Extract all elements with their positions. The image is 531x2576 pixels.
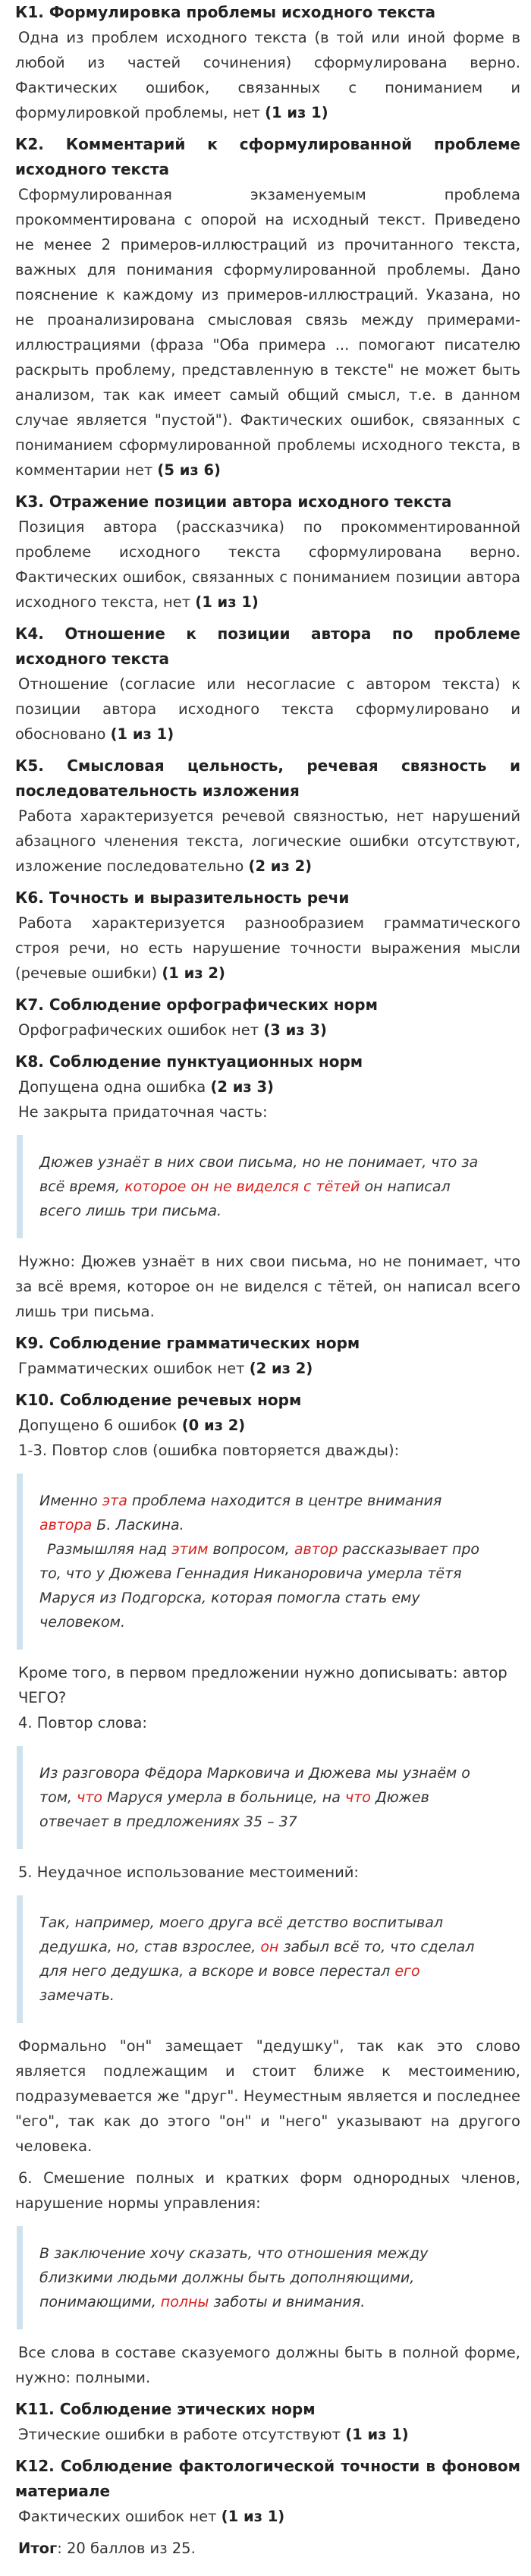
- essay-quote: Именно эта проблема находится в центре внимания автора Б. Ласкина. Размышляя над этим вопросом, автор рассказывает про то, что у Дюжева Геннадия Никаноровича умерла тётя Маруся из Подгорска, которая помогла стать ему человеком.: [17, 1474, 520, 1650]
- essay-quote: Из разговора Фёдора Марковича и Дюжева мы узнаём о том, что Маруся умерла в больнице, на что Дюжев отвечает в предложениях 35 – 37: [17, 1746, 520, 1849]
- error-highlight: что: [77, 1789, 103, 1806]
- criterion-comment: Фактических ошибок нет (1 из 1): [18, 2508, 285, 2525]
- criterion-comment: Работа характеризуется речевой связностью, нет нарушений абзацного членения текста, логические ошибки отсутствуют, изложение последовательно (2 из 2): [15, 807, 520, 875]
- criterion-score: (2 из 2): [248, 857, 313, 875]
- total-label: Итог: [18, 2540, 58, 2557]
- criterion-k5: [15, 753, 520, 879]
- criterion-comment: Допущена одна ошибка (2 из 3): [18, 1078, 274, 1096]
- error-highlight: эта: [102, 1492, 127, 1509]
- error-note: 6. Смешение полных и кратких форм однородных членов, нарушение нормы управления:: [15, 2169, 520, 2212]
- error-highlight: которое он не виделся с тётей: [124, 1178, 360, 1195]
- criterion-k6: [15, 885, 520, 986]
- criterion-comment: Сформулированная экзаменуемым проблема прокомментирована с опорой на исходный текст. Приведено не менее 2 примеров-иллюстраций из прочитанного текста, важных для понимания сформулированной проблемы. Дано пояснение к каждому из примеров-иллюстраций. Указана, но не проанализирована смысловая связь между примерами-иллюстрациями (фраза "Оба примера ... помогают писателю раскрыть проблему, представленную в тексте" не может быть анализом, так как имеет самый общий смысл, т.е. в данном случае является "пустой"). Фактических ошибок, связанных с пониманием сформулированной проблемы исходного текста, в комментарии нет (5 из 6): [15, 186, 520, 479]
- criterion-score: (1 из 1): [221, 2508, 285, 2525]
- criterion-title: К7. Соблюдение орфографических норм: [15, 995, 378, 1014]
- total-score: [15, 2536, 520, 2561]
- error-note: 5. Неудачное использование местоимений:: [18, 1864, 359, 1881]
- total-value: : 20 баллов из 25.: [57, 2540, 196, 2557]
- error-note: Кроме того, в первом предложении нужно дописывать: автор ЧЕГО?: [18, 1664, 507, 1706]
- criterion-score: (1 из 1): [195, 593, 259, 611]
- criterion-score: (3 из 3): [263, 1021, 327, 1039]
- essay-quote: Так, например, моего друга всё детство воспитывал дедушка, но, став взрослее, он забыл всё то, что сделал для него дедушка, а вскоре и вовсе перестал его замечать.: [17, 1895, 520, 2023]
- criterion-comment: Допущено 6 ошибок (0 из 2): [18, 1417, 246, 1434]
- criterion-title: К5. Смысловая цельность, речевая связность и последовательность изложения: [15, 756, 520, 800]
- criterion-score: (2 из 3): [210, 1078, 274, 1096]
- criterion-comment: Одна из проблем исходного текста (в той или иной форме в любой из частей сочинения) сформулирована верно. Фактических ошибок, связанных с пониманием и формулировкой проблемы, нет (1 из 1): [15, 29, 520, 121]
- error-explanation: Формально "он" замещает "дедушку", так как это слово является подлежащим и стоит ближе к местоимению, подразумевается же "друг". Неуместным является и последнее "его", так как до этого "он" и "него" указывают на другого человека.: [15, 2037, 520, 2155]
- criterion-score: (2 из 2): [249, 1360, 313, 1377]
- criterion-score: (1 из 1): [110, 725, 174, 743]
- criterion-score: (1 из 1): [265, 104, 328, 121]
- criterion-title: К4. Отношение к позиции автора по проблеме исходного текста: [15, 624, 520, 668]
- criterion-k12: [15, 2454, 520, 2529]
- criterion-title: К3. Отражение позиции автора исходного текста: [15, 492, 452, 511]
- error-highlight: он: [260, 1939, 279, 1955]
- criterion-comment: Грамматических ошибок нет (2 из 2): [18, 1360, 313, 1377]
- criterion-title: К12. Соблюдение фактологической точности в фоновом материале: [15, 2457, 520, 2500]
- error-highlight: полны: [160, 2294, 209, 2310]
- criterion-k7: [15, 992, 520, 1043]
- criterion-comment: Отношение (согласие или несогласие с автором текста) к позиции автора исходного текста сформулировано и обосновано (1 из 1): [15, 675, 520, 743]
- criterion-score: (1 из 2): [162, 964, 225, 982]
- criterion-title: К9. Соблюдение грамматических норм: [15, 1334, 360, 1352]
- criterion-comment: Позиция автора (рассказчика) по прокомментированной проблеме исходного текста сформулирована верно. Фактических ошибок, связанных с пониманием позиции автора исходного текста, нет (1 из 1): [15, 518, 520, 611]
- criterion-score: (1 из 1): [345, 2426, 409, 2443]
- criterion-k4: [15, 621, 520, 747]
- criterion-k9: [15, 1331, 520, 1381]
- criterion-k3: [15, 489, 520, 615]
- criterion-k8: [15, 1049, 520, 1324]
- criterion-comment: Орфографических ошибок нет (3 из 3): [18, 1021, 327, 1039]
- criterion-comment: Этические ошибки в работе отсутствуют (1 из 1): [18, 2426, 409, 2443]
- error-highlight: этим: [171, 1541, 209, 1558]
- criterion-comment: Работа характеризуется разнообразием грамматического строя речи, но есть нарушение точности выражения мысли (речевые ошибки) (1 из 2): [15, 914, 520, 982]
- essay-quote: Дюжев узнаёт в них свои письма, но не понимает, что за всё время, которое он не виделся с тётей он написал всего лишь три письма.: [17, 1135, 520, 1238]
- criterion-title: К2. Комментарий к сформулированной проблеме исходного текста: [15, 135, 520, 178]
- criterion-title: К6. Точность и выразительность речи: [15, 889, 350, 907]
- criterion-k11: [15, 2397, 520, 2447]
- error-note: 1-3. Повтор слов (ошибка повторяется дважды):: [18, 1442, 400, 1459]
- criterion-title: К10. Соблюдение речевых норм: [15, 1391, 302, 1409]
- error-highlight: его: [394, 1963, 420, 1980]
- criterion-k2: [15, 132, 520, 483]
- error-highlight: автор: [294, 1541, 338, 1558]
- essay-quote: В заключение хочу сказать, что отношения между близкими людьми должны быть дополняющими, понимающими, полны заботы и внимания.: [17, 2226, 520, 2329]
- correction-text: Все слова в составе сказуемого должны быть в полной форме, нужно: полными.: [15, 2344, 520, 2386]
- criterion-title: К1. Формулировка проблемы исходного текста: [15, 3, 436, 21]
- criterion-title: К11. Соблюдение этических норм: [15, 2400, 316, 2418]
- criterion-score: (5 из 6): [157, 461, 221, 479]
- criterion-k1: [15, 0, 520, 125]
- correction-text: Нужно: Дюжев узнаёт в них свои письма, но не понимает, что за всё время, которое он не виделся с тётей, он написал всего лишь три письма.: [15, 1253, 520, 1320]
- criterion-title: К8. Соблюдение пунктуационных норм: [15, 1052, 363, 1071]
- error-note: 4. Повтор слова:: [18, 1714, 147, 1731]
- error-highlight: автора: [39, 1517, 93, 1533]
- error-note: Не закрыта придаточная часть:: [18, 1103, 268, 1121]
- criterion-score: (0 из 2): [181, 1417, 246, 1434]
- criterion-k10: [15, 1388, 520, 2390]
- error-highlight: что: [344, 1789, 371, 1806]
